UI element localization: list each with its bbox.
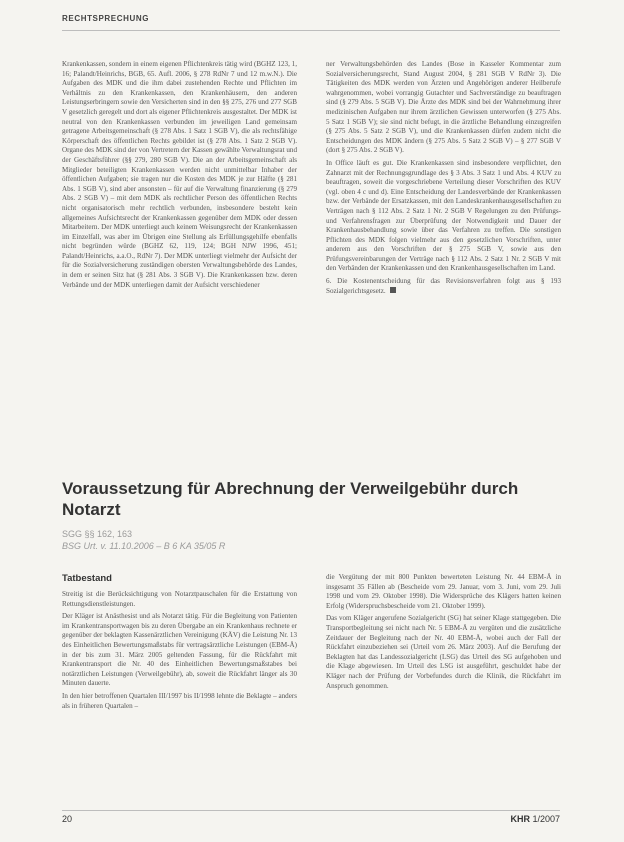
citation-statute: SGG §§ 162, 163 [62,529,133,539]
end-of-article-icon [390,287,396,293]
body-paragraph: In Office läuft es gut. Die Krankenkassen sind insbesondere verpflichtet, den Zahnarzt mit der Rechnungsgrundlage des § 3 Abs. 3 Satz 1 und Abs. 4 KUV zu beauftragen, soweit die vorgeschriebene Verteilung dieser Vorschriften des KUV (vgl. oben 4 c und d). Eine Entscheidung der Landesverbände der Krankenkassen bzw. der Verbände der Ersatzkassen, mit den Landeskrankenhausgesellschaften zu Verträgen nach § 112 Abs. 2 Satz 1 Nr. 2 SGB V Regelungen zu den Prüfungs- und Verfahrensfragen zur Überprüfung der Notwendigkeit und Dauer der Krankenhausbehandlung sowie über das Verfahren zu treffen. Die sonstigen Pflichten des MDK folgen vielmehr aus den gesetzlichen Vorschriften, unter anderem aus den Vorschriften der § 275 SGB V, sowie aus den Prüfungsvereinbarungen der Verträge nach § 112 Abs. 2 Satz 1 Nr. 2 SGB V mit den Verbänden der Krankenkassen und den Krankenhausgesellschaften im Land. [326,158,561,273]
body-paragraph: Der Kläger ist Anästhesist und als Notarzt tätig. Für die Begleitung von Patienten im Krankentransportwagen bis zu deren Übergabe an ein Krankenhaus rechnete er gegenüber der beklagten Kassenärztlichen Vereinigung (KÄV) die Leistung Nr. 13 des Einheitlichen Bewertungsmaßstabs für vertragsärztliche Leistungen (EBM-Ä) in der bis zum 31. März 2005 geltenden Fassung, für die Rückfahrt mit Krankentransport die Nr. 40 des Einheitlichen Bewertungsmaßstabes bei notärztlichen Leistungen (Verweilgebühr), ab, soweit die Rückfahrt länger als 30 Minuten dauerte. [62,612,297,688]
journal-reference [510,814,560,824]
article-title: Voraussetzung für Abrechnung der Verweilgebühr durch Notarzt [62,479,519,519]
top-left-column [62,60,297,470]
bottom-right-column [326,573,561,805]
body-paragraph: In den hier betroffenen Quartalen III/1997 bis II/1998 lehnte die Beklagte – anders als in früheren Quartalen – [62,691,297,710]
citation [62,528,362,552]
top-right-column [326,60,561,470]
body-paragraph: Krankenkassen, sondern in einem eigenen Pflichtenkreis tätig wird (BGHZ 123, 1, 16; Palandt/Heinrichs, BGB, 65. Aufl. 2006, § 278 RdNr 7 und 12 m.w.N.). Die Aufgaben des MDK und die ihm dabei zustehenden Rechte und Pflichten im Verhältnis zu den Krankenkassen, den Krankenhäusern, den anderen Leistungserbringern sowie den Versicherten sind in den §§ 275, 276 und 277 SGB V gesetzlich geregelt und dort als eigener Pflichtenkreis ausgestaltet. Der MDK ist neutral von den Krankenkassen verbunden im jeweiligen Land gemeinsam getragene Arbeitsgemeinschaft (§ 278 Abs. 1 Satz 1 SGB V), die als rechtsfähige Körperschaft des öffentlichen Rechts gebildet ist (§ 278 Abs. 1 Satz 2 SGB V). Organe des MDK sind der von Vertretern der Kassen gewählte Verwaltungsrat und der Geschäftsführer (§§ 279, 280 SGB V). Die an der Arbeitsgemeinschaft als Mitglieder beteiligten Krankenkassen werden nicht unmittelbar Inhaber der öffentlichen Aufgaben; sie tragen nur die Kosten des MDK je zur Hälfte (§ 281 Abs. 1 SGB V), sind aber ansonsten – für auf die Verwaltung finanzierung (§ 279 Abs. 2 SGB V) – mit dem MDK als rechtlicher Person des öffentlichen Rechts nicht organisatorisch mehr rechtlich verbunden, insbesondere besteht kein allgemeines Aufsichtsrecht der Krankenkassen gegenüber dem MDK oder dessen Mitarbeitern. Der MDK unterliegt auch keinem Weisungsrecht der Krankenkassen im Einzelfall, was aber im Übrigen eine Stellung als Erfüllungsgehilfe ebenfalls nicht begründen würde (BGHZ 62, 119, 124; BGH NJW 1996, 451; Palandt/Heinrichs, a.a.O., RdNr 7). Der MDK unterliegt vielmehr der Aufsicht der für die Sozialversicherung zuständigen obersten Verwaltungsbehörde des Landes, in dem er seinen Sitz hat (§ 281 Abs. 3 SGB V). Die Krankenkassen bzw. deren Verbände und der MDK unterliegen damit der Aufsicht verschiedener [62,60,297,289]
page-number: 20 [62,814,73,824]
body-paragraph: Das vom Kläger angerufene Sozialgericht (SG) hat seiner Klage stattgegeben. Die Transportbegleitung sei nicht nach Nr. 5 EBM-Ä zu vergüten und die zusätzliche Zeitdauer der Begleitung nach der Nr. 40 EBM-Ä, wobei auch der Fall der Rückfahrt einzubeziehen sei (Urteil vom 26. März 2003). Auf die Berufung der Beklagten hat das Landessozialgericht (LSG) das Urteil des SG aufgehoben und die Klage abgewiesen. Im Urteil des LSG ist ausgeführt, geschuldet habe der Kläger nach der Prüfung der Vorbefundes durch die Klinik, die Rückfahrt im Anspruch genommen. [326,614,561,690]
journal-issue: 1/2007 [532,814,560,824]
tatbestand-heading: Tatbestand [62,573,112,584]
journal-name: KHR [510,814,530,824]
body-paragraph: ner Verwaltungsbehörden des Landes (Bose in Kasseler Kommentar zum Sozialversicherungsrecht, Stand August 2004, § 281 SGB V RdNr 3). Die Tätigkeiten des MDK werden von Ärzten und Angehörigen anderer Heilberufe wahrgenommen, wobei vorrangig Gutachter und Sachverständige zu beauftragen sind (§ 279 Abs. 5 SGB V). Die Ärzte des MDK sind bei der Wahrnehmung ihrer medizinischen Aufgaben nur ihrem ärztlichen Gewissen unterworfen (§ 275 Abs. 5 Satz 1 SGB V); sie sind nicht befugt, in die ärztliche Behandlung einzugreifen (§ 275 Abs. 5 Satz 2 SGB V), und die Krankenkassen dürfen zudem nicht die Entscheidungen des MDK ändern (§ 275 Abs. 5 Satz 2 SGB V) – § 277 SGB V (dort § 275 Abs. 2 SGB V). [326,60,561,155]
footer-divider [62,810,560,811]
body-paragraph: Streitig ist die Berücksichtigung von Notarztpauschalen für die Erstattung von Rettungsdienstleistungen. [62,590,297,608]
closing-paragraph: 6. Die Kostenentscheidung für das Revisionsverfahren folgt aus § 193 Sozialgerichtsgesetz. [326,277,561,295]
body-paragraph: die Vergütung der mit 800 Punkten bewerteten Leistung Nr. 44 EBM-Ä in insgesamt 35 Fällen ab (Bescheide vom 29. Januar, vom 3. Juni, vom 29. Juli 1998 und vom 29. Oktober 1998). Die Widersprüche des Klägers hatten keinen Erfolg (Widerspruchsbescheide vom 21. Oktober 1999). [326,573,561,610]
bottom-left-column [62,590,297,805]
header-divider [62,30,560,31]
citation-court-decision: BSG Urt. v. 11.10.2006 – B 6 KA 35/05 R [62,541,226,551]
body-paragraph-end [326,277,561,296]
section-label: RECHTSPRECHUNG [62,14,150,23]
